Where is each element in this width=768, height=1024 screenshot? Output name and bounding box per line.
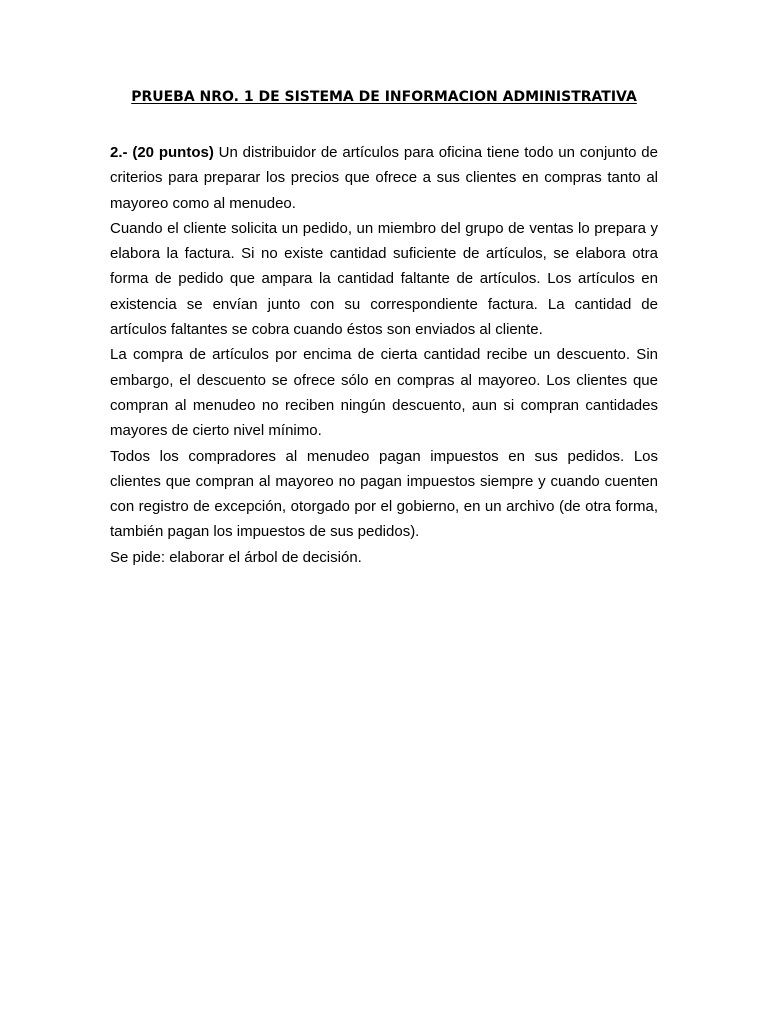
paragraph-intro — [110, 140, 658, 216]
question-body — [110, 140, 658, 570]
paragraph-intro-text: Un distribuidor de artículos para oficina tiene todo un conjunto de criterios para preparar los precios que ofrece a sus clientes en compras tanto al mayoreo como al menudeo. — [110, 144, 658, 212]
document-title: PRUEBA NRO. 1 DE SISTEMA DE INFORMACION ADMINISTRATIVA — [131, 89, 637, 105]
paragraph-task: Se pide: elaborar el árbol de decisión. — [110, 548, 362, 566]
paragraph-order-process: Cuando el cliente solicita un pedido, un miembro del grupo de ventas lo prepara y elabora la factura. Si no existe cantidad suficiente de artículos, se elabora otra forma de pedido que ampara la cantidad faltante de artículos. Los artículos en existencia se envían junto con su correspondiente factura. La cantidad de artículos faltantes se cobra cuando éstos son enviados al cliente. — [110, 219, 658, 339]
question-lead: 2.- (20 puntos) — [110, 144, 214, 161]
paragraph-discount: La compra de artículos por encima de cierta cantidad recibe un descuento. Sin embargo, el descuento se ofrece sólo en compras al mayoreo. Los clientes que compran al menudeo no reciben ningún descuento, aun si compran cantidades mayores de cierto nivel mínimo. — [110, 346, 658, 440]
paragraph-taxes: Todos los compradores al menudeo pagan impuestos en sus pedidos. Los clientes que compran al mayoreo no pagan impuestos siempre y cuando cuenten con registro de excepción, otorgado por el gobierno, en un archivo (de otra forma, también pagan los impuestos de sus pedidos). — [110, 447, 658, 541]
